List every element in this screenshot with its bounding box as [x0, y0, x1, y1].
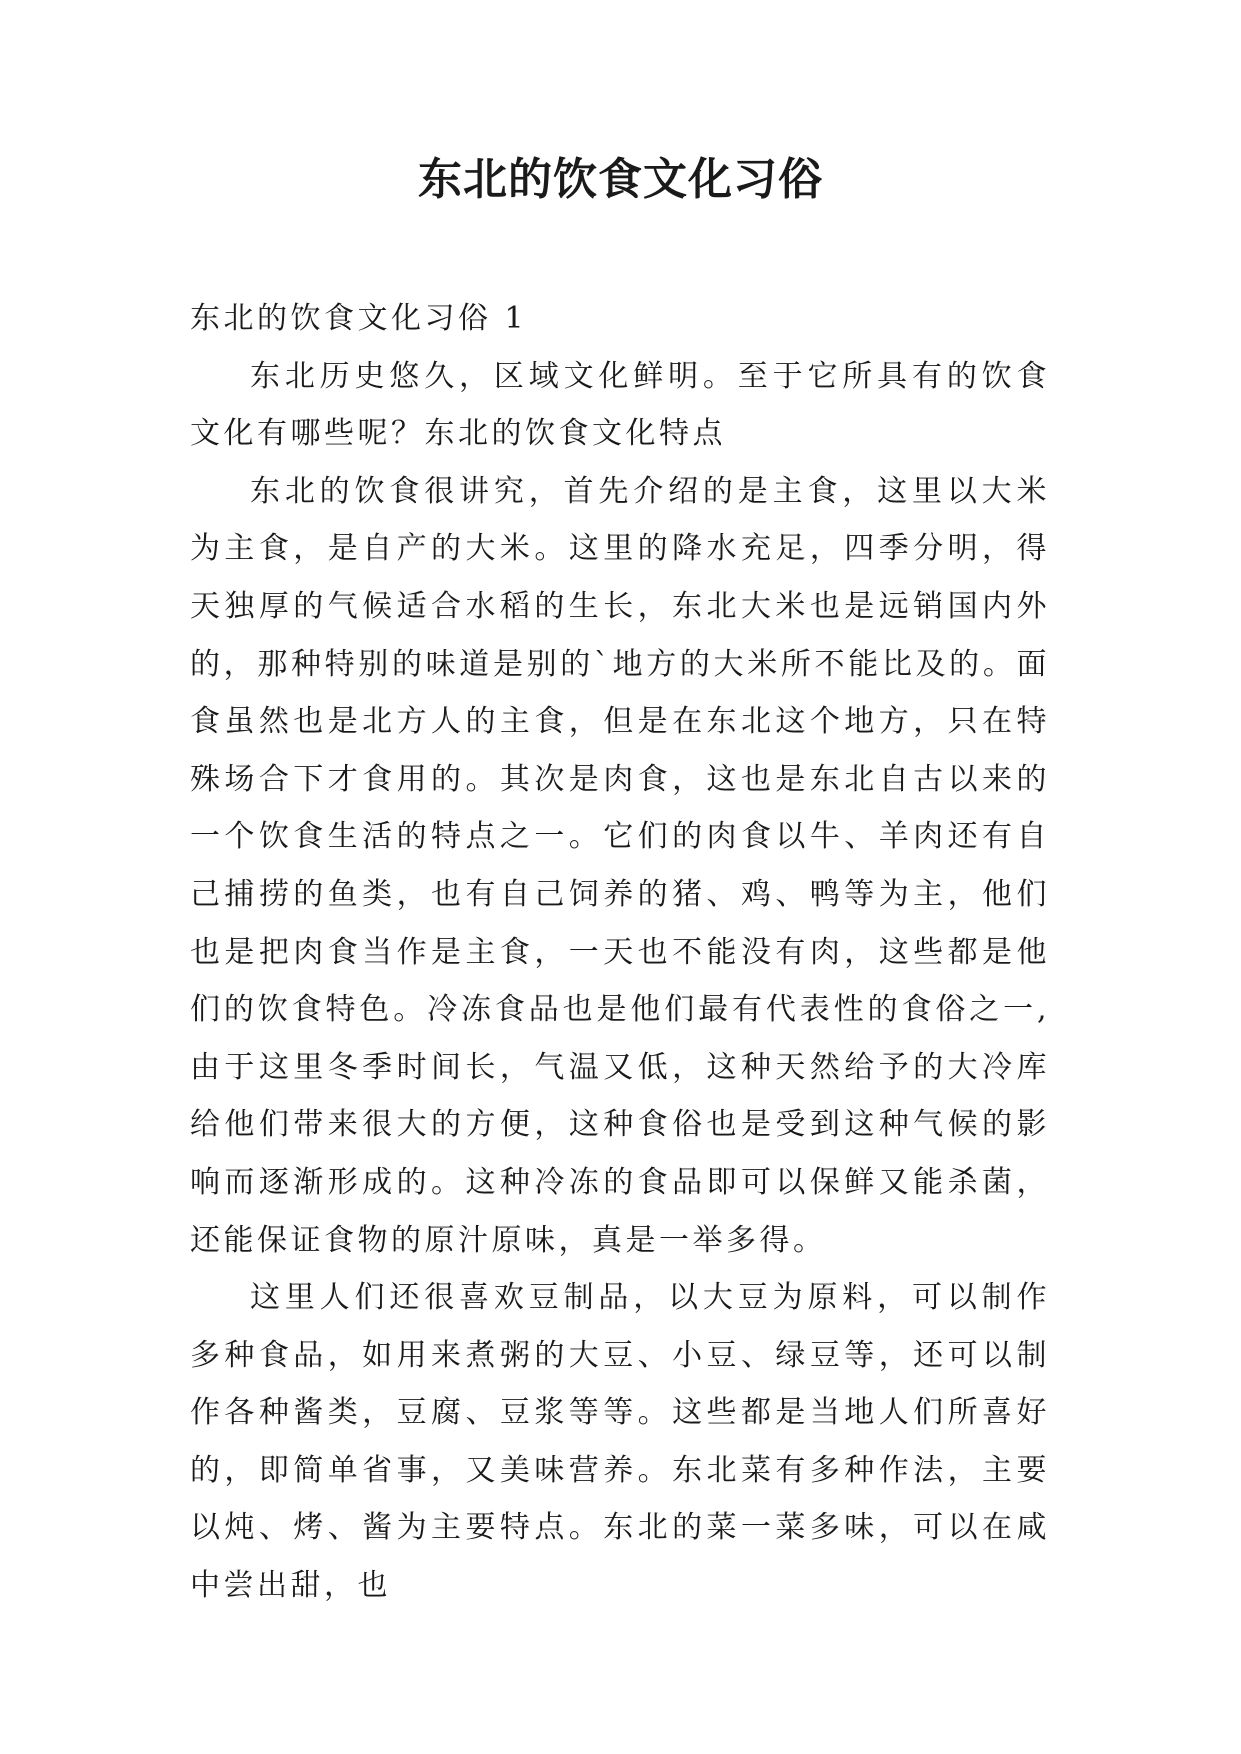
- paragraph-soy-products: 这里人们还很喜欢豆制品，以大豆为原料，可以制作多种食品，如用来煮粥的大豆、小豆、绿豆等，还可以制作各种酱类，豆腐、豆浆等等。这些都是当地人们所喜好的，即简单省事，又美味营养。东北菜有多种作法，主要以炖、烤、酱为主要特点。东北的菜一菜多味，可以在咸中尝出甜，也: [190, 1280, 1050, 1604]
- page-title: 东北的饮食文化习俗: [418, 154, 823, 205]
- paragraph-intro: 东北历史悠久，区域文化鲜明。至于它所具有的饮食文化有哪些呢？东北的饮食文化特点: [190, 358, 1050, 452]
- paragraph-staple-food: 东北的饮食很讲究，首先介绍的是主食，这里以大米为主食，是自产的大米。这里的降水充足，四季分明，得天独厚的气候适合水稻的生长，东北大米也是远销国内外的，那种特别的味道是别的`地方的大米所不能比及的。面食虽然也是北方人的主食，但是在东北这个地方，只在特殊场合下才食用的。其次是肉食，这也是东北自古以来的一个饮食生活的特点之一。它们的肉食以牛、羊肉还有自己捕捞的鱼类，也有自己饲养的猪、鸡、鸭等为主，他们也是把肉食当作是主食，一天也不能没有肉，这些都是他们的饮食特色。冷冻食品也是他们最有代表性的食俗之一,由于这里冬季时间长，气温又低，这种天然给予的大冷库给他们带来很大的方便，这种食俗也是受到这种气候的影响而逐渐形成的。这种冷冻的食品即可以保鲜又能杀菌，还能保证食物的原汁原味，真是一举多得。: [190, 473, 1050, 1258]
- section-heading: 东北的饮食文化习俗 1: [190, 301, 528, 336]
- document-body: [190, 290, 1050, 1615]
